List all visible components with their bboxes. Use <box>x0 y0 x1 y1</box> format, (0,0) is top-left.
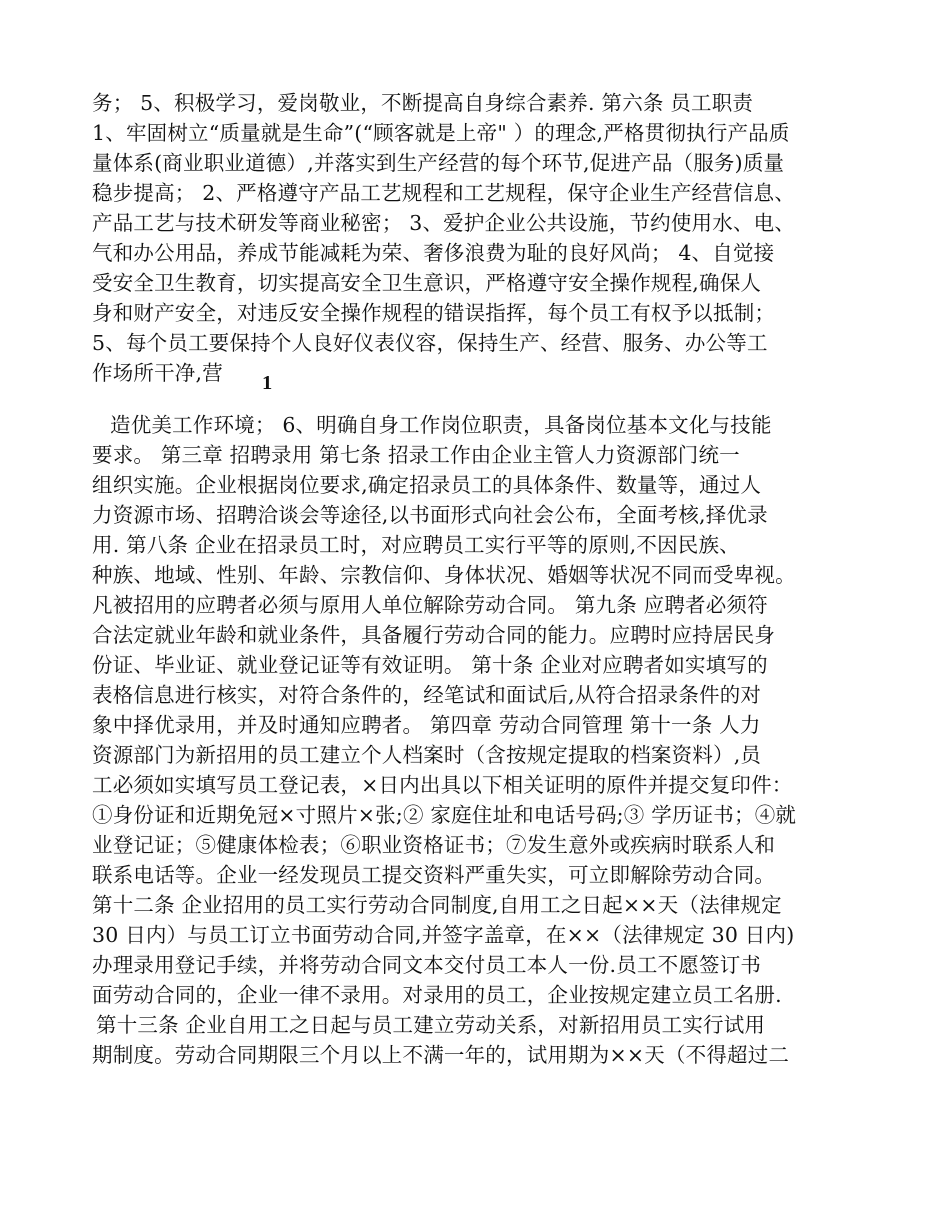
text-line-1-4: 稳步提高； 2、严格遵守产品工艺规程和工艺规程，保守企业生产经营信息、 <box>92 181 796 205</box>
text-line-1-7: 受安全卫生教育，切实提高安全卫生意识，严格遵守安全操作规程,确保人 <box>92 271 762 295</box>
text-line-2-17: 第十二条 企业招用的员工实行劳动合同制度,自用工之日起××天（法律规定 <box>92 893 782 917</box>
text-line-2-19: 办理录用登记手续，并将劳动合同文本交付员工本人一份.员工不愿签订书 <box>92 953 762 977</box>
text-line-2-6: 种族、地域、性别、年龄、宗教信仰、身体状况、婚姻等状况不同而受卑视。 <box>92 563 796 587</box>
text-line-1-1: 务； 5、积极学习，爱岗敬业，不断提高自身综合素养. 第六条 员工职责 <box>92 91 754 115</box>
text-line-2-20: 面劳动合同的，企业一律不录用。对录用的员工，企业按规定建立员工名册. <box>92 983 782 1007</box>
page-number: 1 <box>262 372 273 394</box>
text-line-2-10: 表格信息进行核实，对符合条件的，经笔试和面试后,从符合招录条件的对 <box>92 683 762 707</box>
text-line-2-13: 工必须如实填写员工登记表，×日内出具以下相关证明的原件并提交复印件： <box>92 773 793 797</box>
text-line-2-11: 象中择优录用，并及时通知应聘者。 第四章 劳动合同管理 第十一条 人力 <box>92 713 761 737</box>
text-line-1-3: 量体系(商业职业道德）,并落实到生产经营的每个环节,促进产品（服务)质量 <box>92 151 785 175</box>
text-line-2-15: 业登记证；⑤健康体检表；⑥职业资格证书；⑦发生意外或疾病时联系人和 <box>92 833 776 857</box>
text-line-1-8: 身和财产安全，对违反安全操作规程的错误指挥，每个员工有权予以抵制； <box>92 301 776 325</box>
text-line-2-16: 联系电话等。企业一经发现员工提交资料严重失实，可立即解除劳动合同。 <box>92 863 776 887</box>
text-line-2-12: 资源部门为新招用的员工建立个人档案时（含按规定提取的档案资料）,员 <box>92 743 762 767</box>
text-line-2-22: 期制度。劳动合同期限三个月以上不满一年的，试用期为××天（不得超过二 <box>92 1043 790 1067</box>
text-line-2-5: 用. 第八条 企业在招录员工时，对应聘员工实行平等的原则,不因民族、 <box>92 533 740 557</box>
text-line-1-5: 产品工艺与技术研发等商业秘密； 3、爱护企业公共设施，节约使用水、电、 <box>92 211 796 235</box>
text-line-1-10: 作场所干净,营 <box>92 361 223 385</box>
text-line-1-9: 5、每个员工要保持个人良好仪表仪容，保持生产、经营、服务、办公等工 <box>92 331 768 355</box>
text-line-2-8: 合法定就业年龄和就业条件，具备履行劳动合同的能力。应聘时应持居民身 <box>92 623 776 647</box>
text-line-1-2: 1、牢固树立“质量就是生命”(“顾客就是上帝" ）的理念,严格贯彻执行产品质 <box>92 121 790 145</box>
text-line-2-4: 力资源市场、招聘洽谈会等途径,以书面形式向社会公布，全面考核,择优录 <box>92 503 768 527</box>
text-line-2-21: 第十三条 企业自用工之日起与员工建立劳动关系，对新招用员工实行试用 <box>96 1013 766 1037</box>
text-line-2-2: 要求。 第三章 招聘录用 第七条 招录工作由企业主管人力资源部门统一 <box>92 443 740 467</box>
text-line-2-3: 组织实施。企业根据岗位要求,确定招录员工的具体条件、数量等，通过人 <box>92 473 762 497</box>
text-line-2-9: 份证、毕业证、就业登记证等有效证明。 第十条 企业对应聘者如实填写的 <box>92 653 768 677</box>
text-line-2-7: 凡被招用的应聘者必须与原用人单位解除劳动合同。 第九条 应聘者必须符 <box>92 593 768 617</box>
text-line-2-14: ①身份证和近期免冠×寸照片×张;② 家庭住址和电话号码;③ 学历证书；④就 <box>92 803 797 827</box>
text-line-1-6: 气和办公用品，养成节能减耗为荣、奢侈浪费为耻的良好风尚； 4、自觉接 <box>92 241 775 265</box>
text-line-2-1: 造优美工作环境； 6、明确自身工作岗位职责，具备岗位基本文化与技能 <box>110 413 772 437</box>
text-line-2-18: 30 日内）与员工订立书面劳动合同,并签字盖章，在××（法律规定 30 日内) <box>92 923 795 947</box>
